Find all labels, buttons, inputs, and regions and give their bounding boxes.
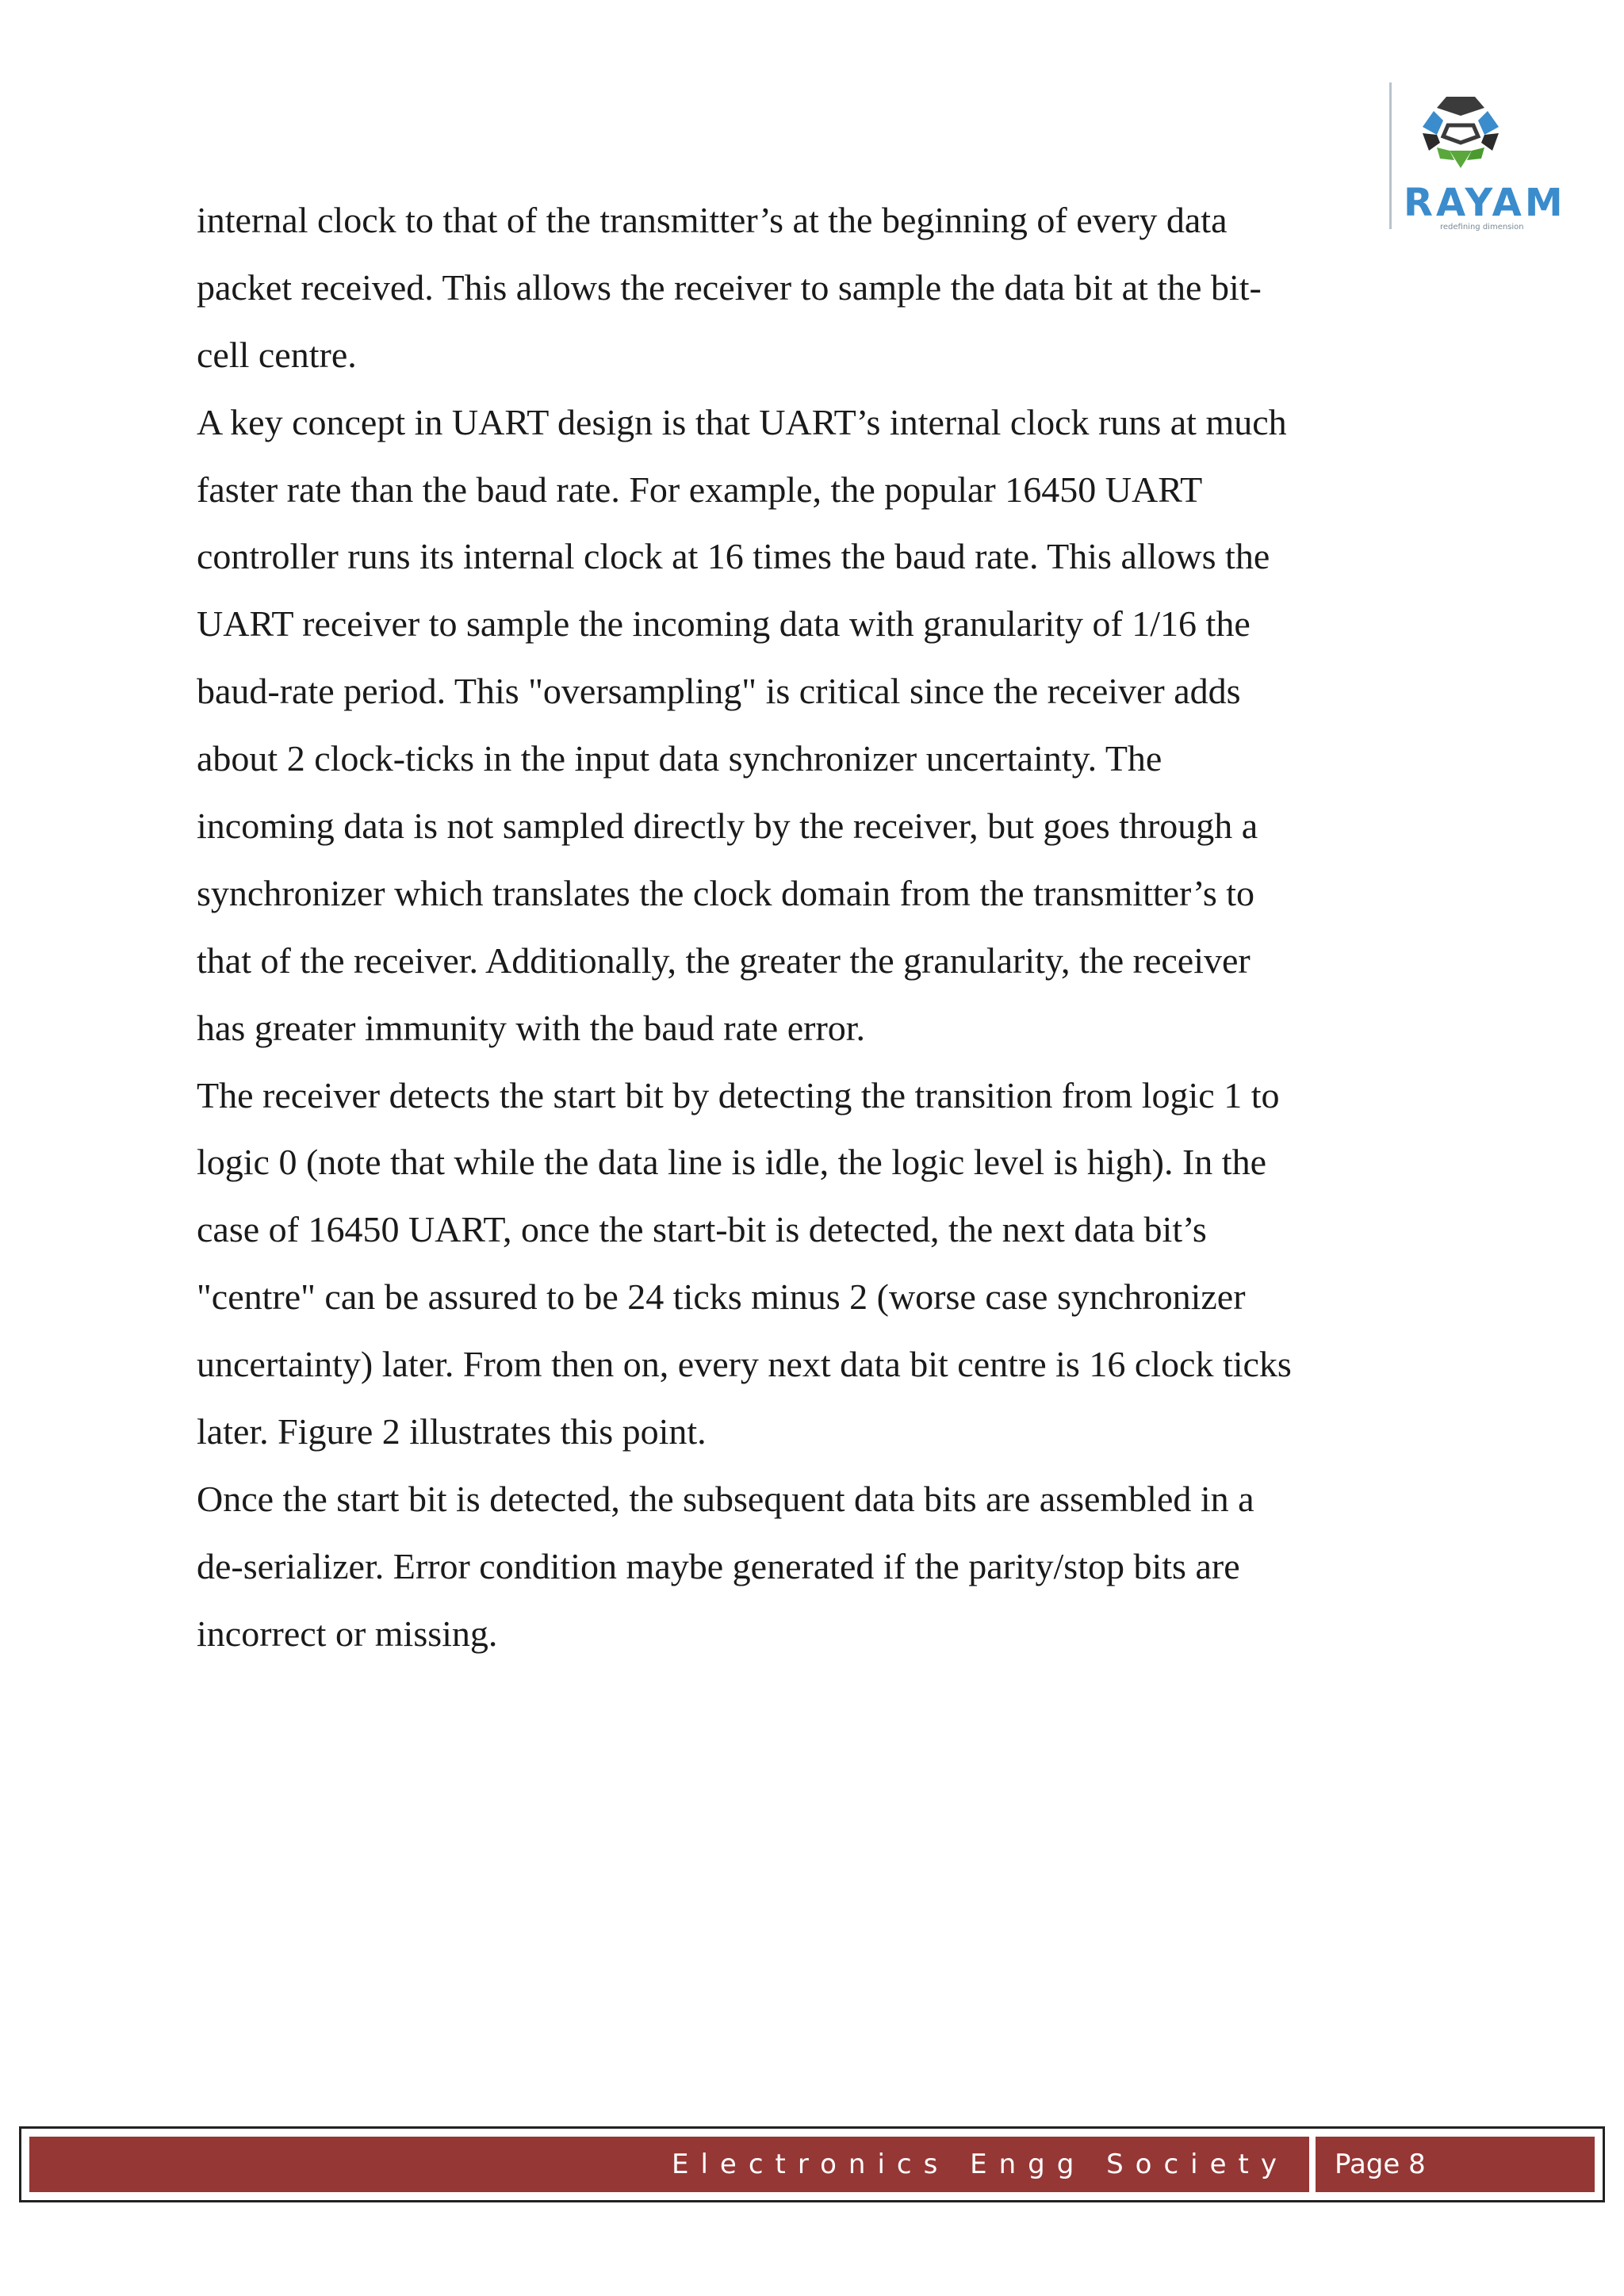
body-line: synchronizer which translates the clock domain from the transmitter’s to — [197, 872, 1255, 913]
body-line: UART receiver to sample the incoming data with granularity of 1/16 the — [197, 603, 1251, 645]
body-line: cell centre. — [197, 334, 357, 375]
body-line: "centre" can be assured to be 24 ticks minus 2 (worse case synchronizer — [197, 1276, 1246, 1318]
page-footer — [19, 2126, 1605, 2202]
body-line: later. Figure 2 illustrates this point. — [197, 1411, 707, 1452]
body-line: faster rate than the baud rate. For example, the popular 16450 UART — [197, 469, 1203, 510]
body-line: incorrect or missing. — [197, 1613, 498, 1654]
body-line: uncertainty) later. From then on, every next data bit centre is 16 clock ticks — [197, 1344, 1292, 1385]
body-line: controller runs its internal clock at 16 times the baud rate. This allows the — [197, 536, 1270, 577]
body-line: about 2 clock-ticks in the input data synchronizer uncertainty. The — [197, 738, 1162, 779]
footer-society-name: Electronics Engg Society — [29, 2137, 1309, 2192]
page-number: Page 8 — [1316, 2137, 1595, 2192]
body-line: packet received. This allows the receiver to sample the data bit at the bit- — [197, 266, 1262, 308]
footer-divider — [1309, 2137, 1316, 2192]
body-line: The receiver detects the start bit by detecting the transition from logic 1 to — [197, 1074, 1280, 1115]
body-line: logic 0 (note that while the data line is idle, the logic level is high). In the — [197, 1142, 1266, 1183]
body-text — [197, 187, 1434, 1668]
body-line: incoming data is not sampled directly by the receiver, but goes through a — [197, 806, 1258, 847]
body-line: baud-rate period. This "oversampling" is critical since the receiver adds — [197, 671, 1241, 712]
body-line: that of the receiver. Additionally, the greater the granularity, the receiver — [197, 939, 1251, 981]
body-line: internal clock to that of the transmitter’s at the beginning of every data — [197, 200, 1228, 240]
body-line: Once the start bit is detected, the subsequent data bits are assembled in a — [197, 1478, 1254, 1519]
body-line: A key concept in UART design is that UART’s internal clock runs at much — [197, 401, 1287, 442]
footer-bar — [29, 2137, 1595, 2192]
body-line: de-serializer. Error condition maybe generated if the parity/stop bits are — [197, 1545, 1240, 1586]
logo-tagline: redefining dimension — [1440, 223, 1524, 232]
rayam-logo-icon — [1405, 86, 1516, 181]
logo-wordmark: RAYAM — [1404, 181, 1566, 225]
body-line: has greater immunity with the baud rate error. — [197, 1007, 866, 1048]
body-line: case of 16450 UART, once the start-bit is detected, the next data bit’s — [197, 1209, 1207, 1250]
